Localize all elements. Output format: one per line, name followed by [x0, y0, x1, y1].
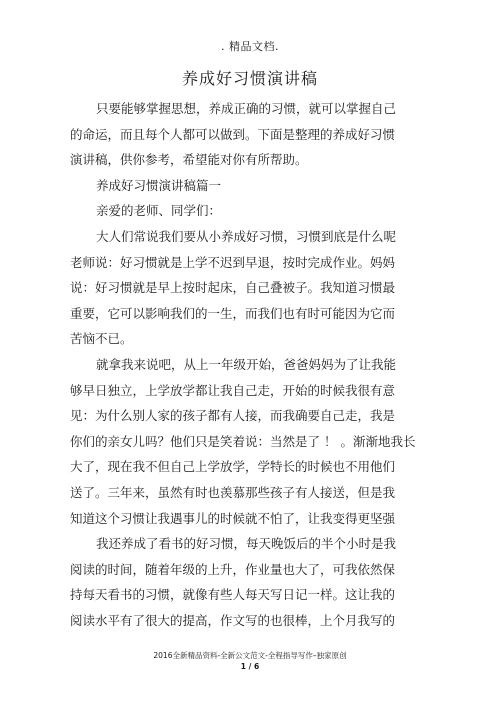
paragraph-line: 说：好习惯就是早上按时起床，自己叠被子。我知道习惯最	[70, 280, 396, 296]
paragraph-line: 你们的亲女儿吗？他们只是笑着说：当然是了 ！ 。渐渐地我长	[70, 433, 416, 449]
paragraph	[70, 173, 390, 199]
paragraph-line: 够早日独立，上学放学都让我自己走，开始的时候我很有意	[70, 382, 396, 398]
header-mark: . 精品文档.	[221, 40, 279, 53]
paragraph-line: 重要，它可以影响我们的一生，而我们也有时可能因为它而	[70, 305, 396, 321]
paragraph-line: 就拿我来说吧，从上一年级开始，爸爸妈妈为了让我能	[96, 356, 397, 372]
paragraph	[70, 352, 416, 531]
paragraph-line: 知道这个习惯让我遇事儿的时候就不怕了，让我变得更坚强	[70, 510, 396, 526]
paragraph-line: 见：为什么别人家的孩子都有人接，而我确要自己走，我是	[70, 408, 396, 424]
paragraph-line: 亲爱的老师、同学们：	[96, 203, 222, 219]
paragraph-line: 大了，现在我不但自己上学放学，学特长的时候也不用他们	[70, 459, 396, 475]
paragraph	[70, 224, 397, 352]
paragraph	[70, 198, 390, 224]
paragraph-line: 养成好习惯演讲稿篇一	[96, 177, 222, 193]
paragraph	[70, 96, 397, 173]
paragraph-line: 阅读水平有了很大的提高，作文写的也很棒，上个月我写的	[70, 612, 396, 628]
paragraph-line: 的命运，而且每个人都可以做到。下面是整理的养成好习惯	[70, 126, 396, 142]
paragraph-line: 阅读的时间，随着年级的上升，作业量也大了，可我依然保	[70, 561, 396, 577]
footer-text: 2016全新精品资料-全新公文范文-全程指导写作–独家原创	[153, 651, 347, 660]
paragraph-line: 只要能够掌握思想，养成正确的习惯，就可以掌握自己	[96, 101, 397, 116]
paragraph-line: 苦恼不已。	[70, 331, 133, 347]
page-number: 1 / 6	[240, 662, 260, 671]
page-footer	[0, 650, 500, 672]
document-body	[70, 96, 416, 633]
document-title: 养成好习惯演讲稿	[181, 69, 318, 88]
paragraph-line: 大人们常说我们要从小养成好习惯，习惯到底是什么呢	[96, 228, 397, 244]
paragraph-line: 持每天看书的习惯，就像有些人每天写日记一样。这让我的	[70, 587, 396, 603]
paragraph-line: 我还养成了看书的好习惯，每天晚饭后的半个小时是我	[96, 536, 397, 552]
paragraph-line: 演讲稿，供你参考，希望能对你有所帮助。	[70, 152, 308, 168]
paragraph-line: 送了。三年来，虽然有时也羡慕那些孩子有人接送，但是我	[70, 484, 396, 500]
paragraph-line: 老师说：好习惯就是上学不迟到早退，按时完成作业。妈妈	[70, 254, 396, 270]
paragraph	[70, 531, 397, 633]
